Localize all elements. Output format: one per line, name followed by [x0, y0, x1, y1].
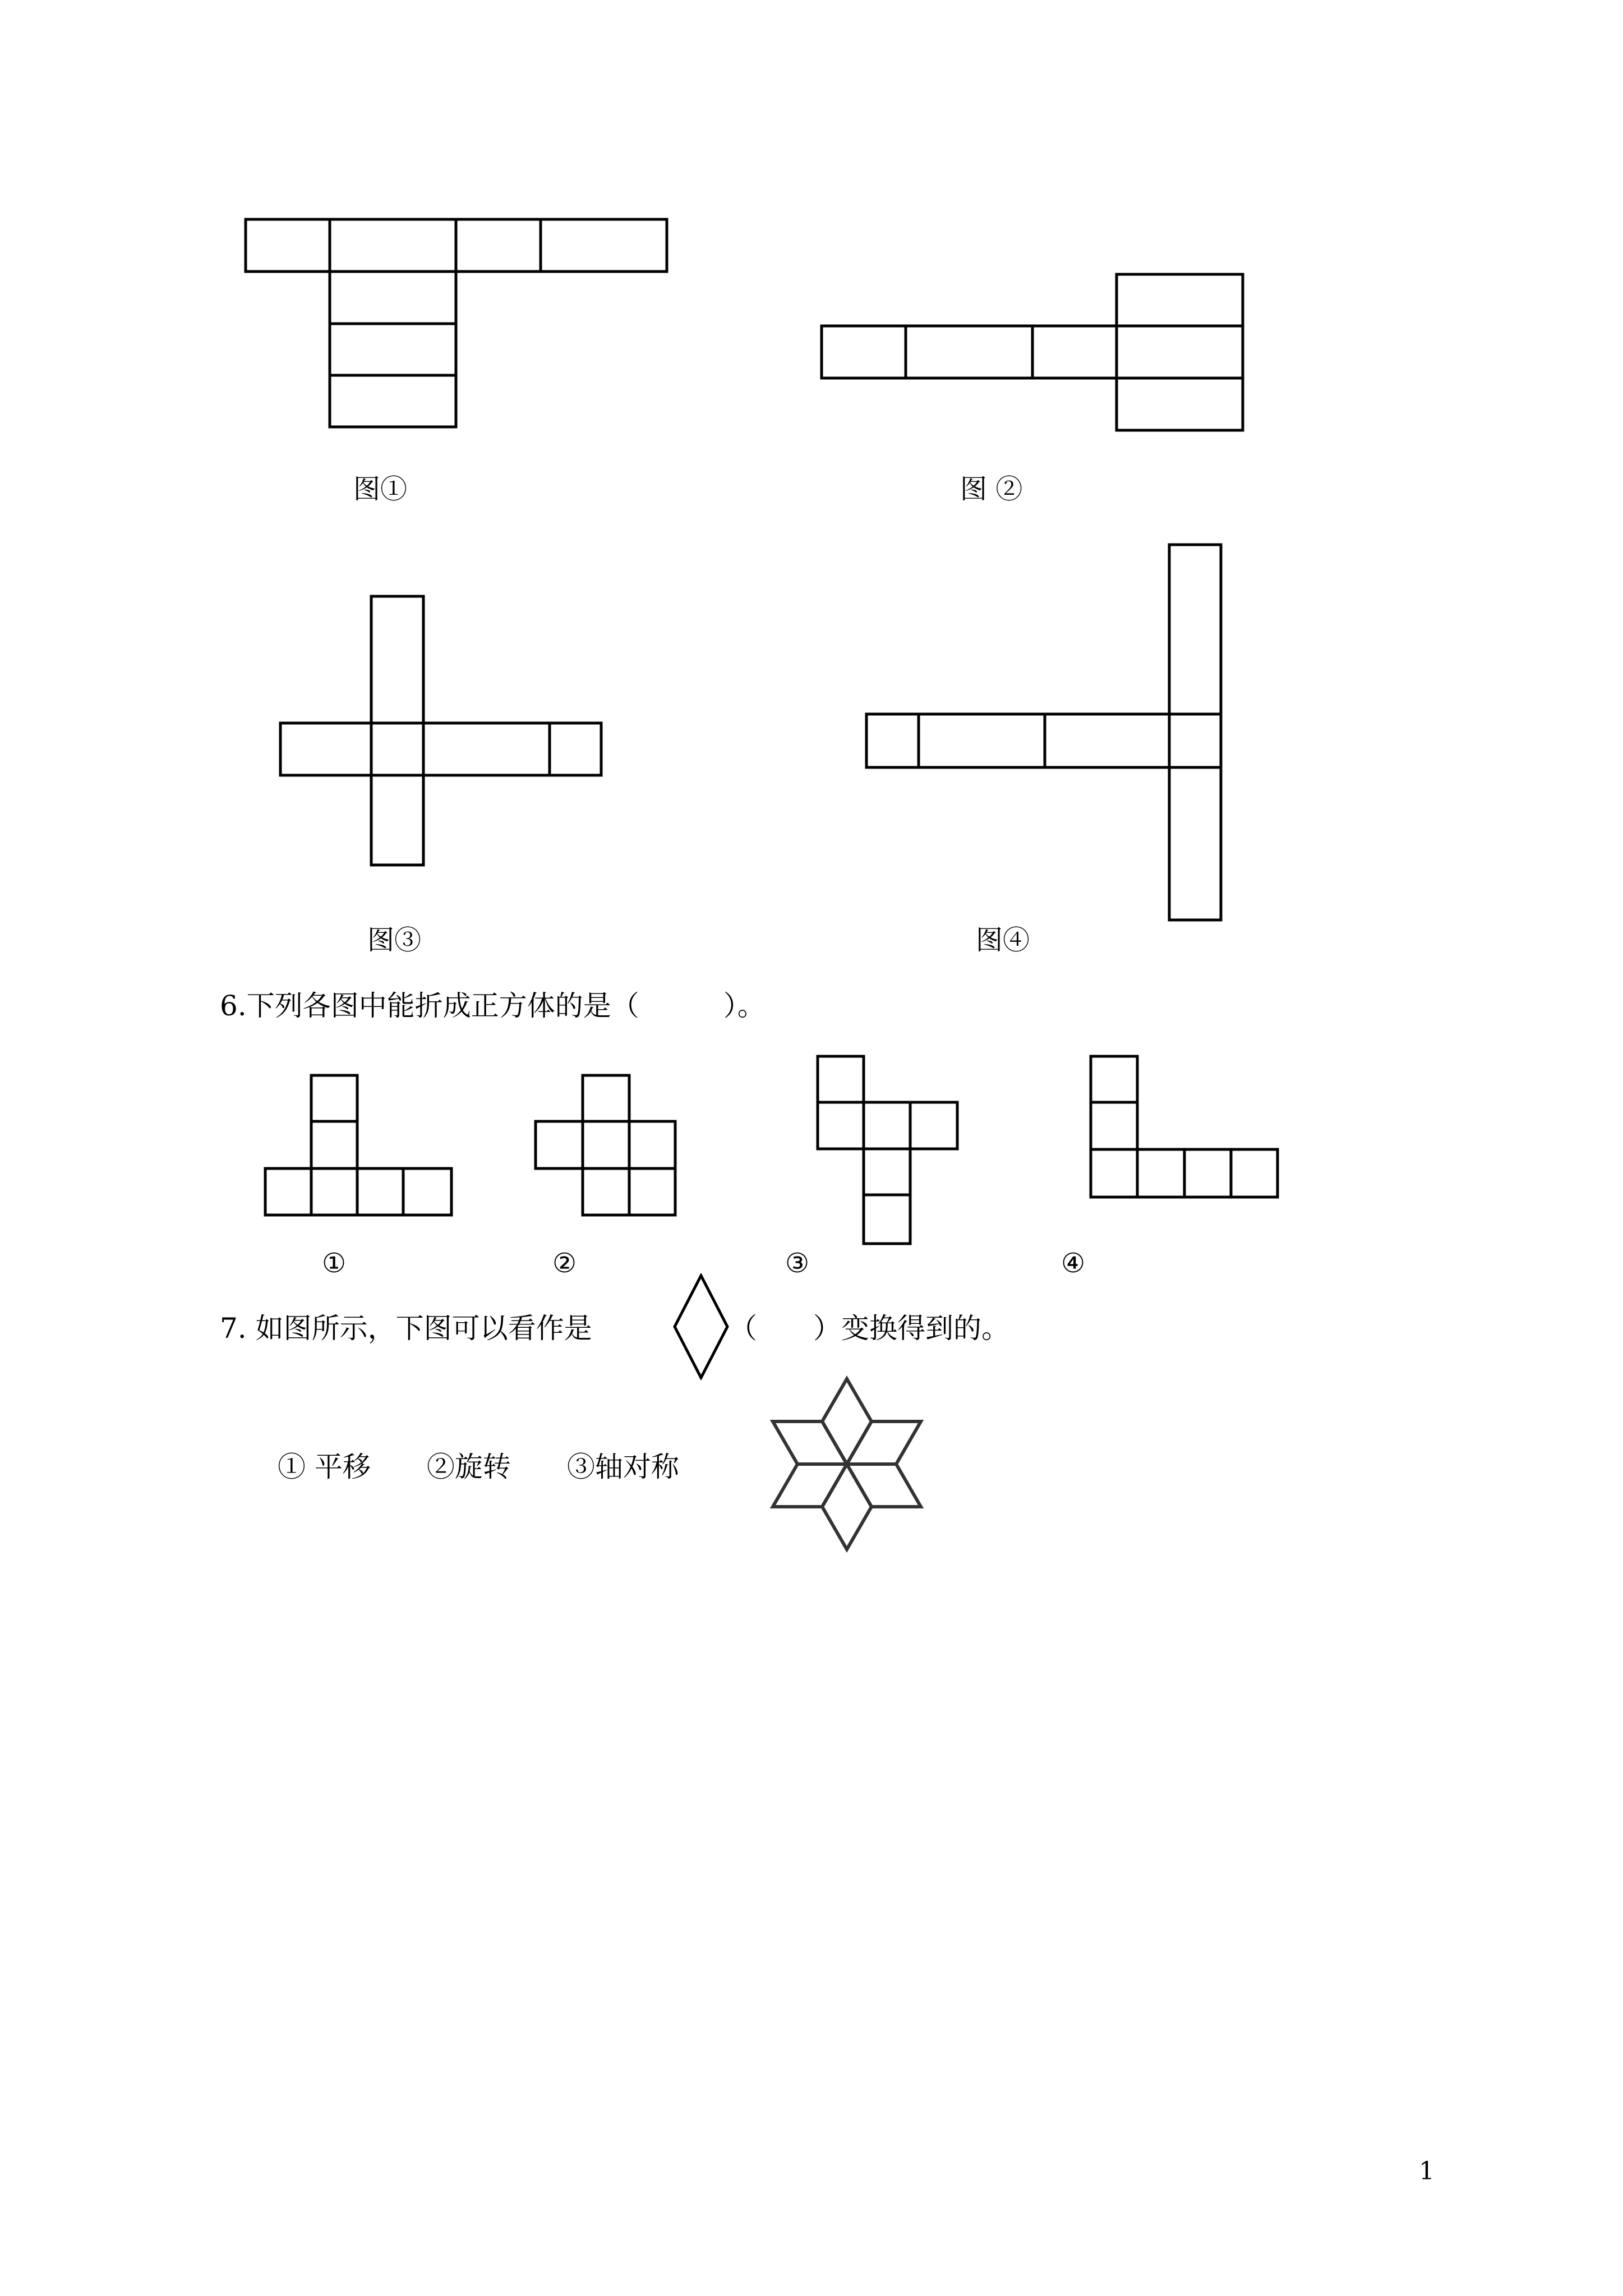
- net-figure-3: [280, 596, 601, 865]
- q6-option-1: ①: [322, 1248, 347, 1279]
- net-cell: [423, 723, 550, 775]
- six-rhombus-star-figure: [757, 1363, 937, 1565]
- q6-option-3: ③: [785, 1248, 810, 1279]
- figure-label-4: 图④: [976, 924, 1030, 956]
- net-cell: [1117, 326, 1243, 378]
- net-cell: [403, 1168, 451, 1215]
- net-cell: [1091, 1149, 1137, 1197]
- figure-label-2: 图 ②: [960, 473, 1023, 505]
- net-cell: [1117, 274, 1243, 326]
- net-cell: [1091, 1056, 1137, 1102]
- net-cell: [919, 714, 1045, 767]
- net-cell: [629, 1168, 675, 1215]
- net-cell: [583, 1121, 629, 1168]
- net-cell: [265, 1168, 311, 1215]
- net-cell: [864, 1102, 910, 1149]
- net-cell: [1169, 714, 1221, 767]
- net-cell: [1032, 326, 1117, 378]
- net-cell: [822, 326, 906, 378]
- net-cell: [818, 1056, 864, 1102]
- net-cell: [583, 1168, 629, 1215]
- net-cell: [280, 723, 371, 775]
- net-cell: [864, 1195, 910, 1244]
- net-cell: [371, 596, 423, 723]
- net-figure-4: [866, 545, 1221, 920]
- star-rhombus: [773, 1421, 847, 1464]
- q6-net-4: [1091, 1056, 1278, 1197]
- net-cell: [246, 219, 330, 272]
- star-rhombus: [773, 1464, 847, 1507]
- net-cell: [371, 775, 423, 865]
- star-rhombus: [822, 1464, 872, 1549]
- net-figure-1: [246, 219, 667, 427]
- net-cell: [910, 1102, 957, 1149]
- net-cell: [311, 1075, 357, 1121]
- net-cell: [357, 1168, 403, 1215]
- net-cell: [371, 723, 423, 775]
- net-cell: [536, 1121, 583, 1168]
- q6-net-3: [818, 1056, 957, 1244]
- rhombus-icon: [670, 1273, 732, 1380]
- net-figure-2: [822, 274, 1243, 430]
- net-cell: [1231, 1149, 1278, 1197]
- net-cell: [1184, 1149, 1231, 1197]
- net-cell: [330, 219, 456, 272]
- net-cell: [866, 714, 919, 767]
- net-cell: [1137, 1149, 1184, 1197]
- net-cell: [541, 219, 667, 272]
- net-cell: [330, 272, 456, 324]
- net-cell: [1169, 767, 1221, 920]
- net-cell: [550, 723, 601, 775]
- net-cell: [1169, 545, 1221, 714]
- question-6-text: 6.下列各图中能折成正方体的是（ ）。: [220, 990, 766, 1022]
- question-7-suffix: （ ）变换得到的。: [729, 1312, 1009, 1345]
- net-cell: [311, 1168, 357, 1215]
- q6-option-2: ②: [552, 1248, 577, 1279]
- net-cell: [629, 1121, 675, 1168]
- figure-label-3: 图③: [367, 924, 422, 956]
- net-cell: [456, 219, 541, 272]
- net-cell: [818, 1102, 864, 1149]
- q6-net-1: [265, 1075, 451, 1215]
- net-cell: [1117, 378, 1243, 430]
- q6-option-4: ④: [1061, 1248, 1086, 1279]
- net-cell: [330, 324, 456, 375]
- page-number: 1: [1419, 2157, 1435, 2185]
- q6-net-2: [536, 1075, 675, 1215]
- question-7-prefix: 7. 如图所示，下图可以看作是: [220, 1312, 592, 1345]
- net-cell: [906, 326, 1032, 378]
- star-rhombus: [847, 1421, 921, 1464]
- net-cell: [1045, 714, 1169, 767]
- net-cell: [864, 1149, 910, 1195]
- net-cell: [1091, 1102, 1137, 1149]
- net-cell: [583, 1075, 629, 1121]
- figure-label-1: 图①: [353, 473, 408, 505]
- question-7-options: ① 平移 ②旋转 ③轴对称: [278, 1451, 679, 1483]
- star-rhombus: [822, 1379, 872, 1464]
- net-cell: [330, 375, 456, 427]
- net-cell: [311, 1121, 357, 1168]
